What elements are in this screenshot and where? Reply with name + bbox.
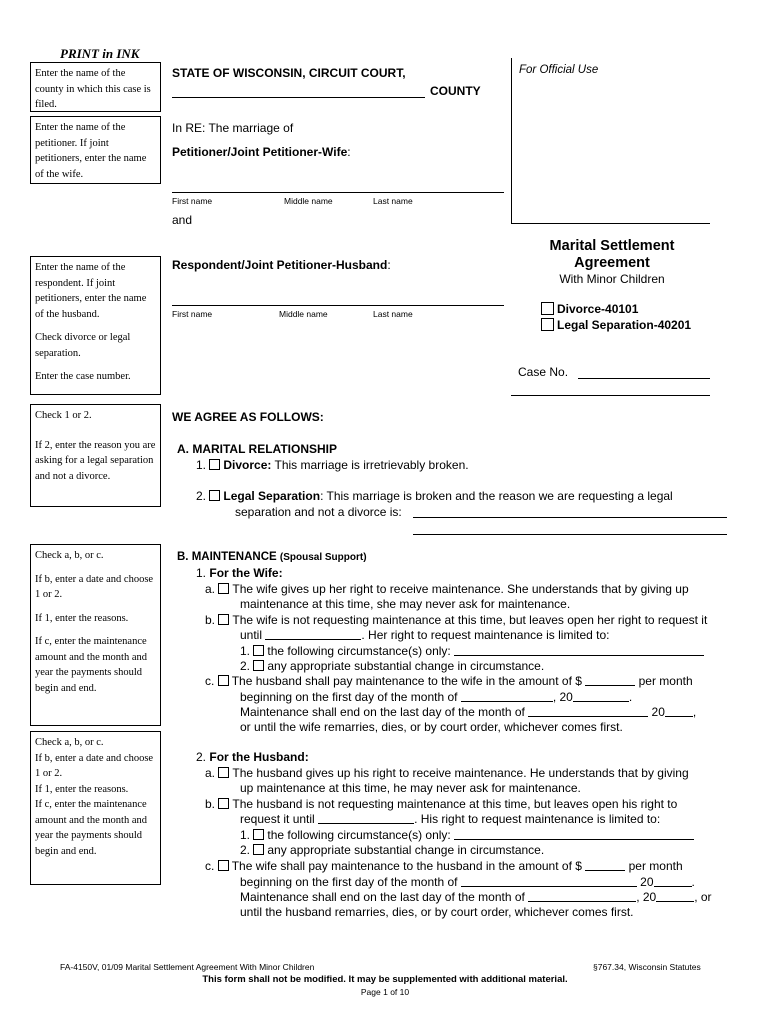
option-divorce: Divorce-40101 [541,302,638,316]
footer-page-number: Page 1 of 10 [360,987,410,997]
respondent-first-name-label: First name [172,309,213,319]
footer-statute: §767.34, Wisconsin Statutes [593,962,701,972]
husband-option-a-checkbox[interactable] [218,767,229,778]
wife-b-substantial-change: 2. any appropriate substantial change in circumstance. [240,659,545,673]
section-b-title: B. MAINTENANCE (Spousal Support) [177,551,367,563]
wife-option-c: c. The husband shall pay maintenance to the wife in the amount of $ per month [205,674,693,688]
husband-maintenance-end: Maintenance shall end on the last day of the month of , 20 , or [240,890,712,904]
petitioner-name-field[interactable] [172,192,504,193]
petitioner-middle-name-label: Middle name [284,196,333,206]
section-a-title: A. MARITAL RELATIONSHIP [177,442,337,456]
we-agree-heading: WE AGREE AS FOLLOWS: [172,410,324,424]
separation-reason-field-2[interactable] [413,534,727,535]
husband-option-b-checkbox[interactable] [218,798,229,809]
county-name-field[interactable] [172,97,425,98]
husband-b-circumstances: 1. the following circumstance(s) only: [240,828,694,843]
wife-option-b-checkbox[interactable] [218,614,229,625]
wife-begin-year-field[interactable] [573,691,629,702]
husband-circumstances-field[interactable] [454,829,694,840]
in-re-caption: In RE: The marriage of [172,121,294,135]
county-label: COUNTY [430,84,481,98]
husband-b1-checkbox[interactable] [253,829,264,840]
wife-b-circumstances: 1. the following circumstance(s) only: [240,644,704,659]
wife-b2-checkbox[interactable] [253,660,264,671]
wife-until-date-field[interactable] [265,629,361,640]
petitioner-last-name-label: Last name [373,196,413,206]
section-a-item-2: 2. Legal Separation: This marriage is broken and the reason we are requesting a legal [196,489,673,503]
husband-option-b-line2: request it until . His right to request maintenance is limited to: [240,812,661,826]
petitioner-first-name-label: First name [172,196,213,206]
husband-option-a: a. The husband gives up his right to receive maintenance. He understands that by giving [205,766,689,780]
instruction-petitioner: Enter the name of the petitioner. If joint petitioners, enter the name of the wife. [30,116,161,184]
husband-b2-checkbox[interactable] [253,844,264,855]
wife-maintenance-end-condition: or until the wife remarries, dies, or by court order, whichever comes first. [240,720,623,734]
form-subtitle: With Minor Children [559,272,665,286]
wife-option-a: a. The wife gives up her right to receive maintenance. She understands that by giving up [205,582,689,596]
instruction-section-a: Check 1 or 2. If 2, enter the reason you are asking for a legal separation and not a divorce. [30,404,161,507]
form-title: Marital Settlement Agreement [549,238,675,271]
wife-heading: 1. For the Wife: [196,566,283,580]
legal-separation-reason-checkbox[interactable] [209,490,220,501]
husband-option-a-line2: up maintenance at this time, he may never ask for maintenance. [240,781,581,795]
husband-option-c: c. The wife shall pay maintenance to the husband in the amount of $ per month [205,859,683,873]
court-line: STATE OF WISCONSIN, CIRCUIT COURT, [172,66,406,80]
wife-b1-checkbox[interactable] [253,645,264,656]
divorce-checkbox[interactable] [541,302,554,315]
wife-maintenance-begin: beginning on the first day of the month of , 20 . [240,690,633,704]
husband-end-month-field[interactable] [528,891,636,902]
husband-end-year-field[interactable] [656,891,694,902]
wife-maintenance-amount-field[interactable] [585,675,635,686]
respondent-last-name-label: Last name [373,309,413,319]
official-use-label: For Official Use [519,64,599,76]
official-use-bottom-rule [511,223,710,224]
legal-separation-checkbox[interactable] [541,318,554,331]
husband-option-b: b. The husband is not requesting maintenance at this time, but leaves open his right to [205,797,678,811]
respondent-label: Respondent/Joint Petitioner-Husband: [172,258,391,272]
petitioner-label: Petitioner/Joint Petitioner-Wife: [172,145,351,159]
option-legal-separation: Legal Separation-40201 [541,318,691,332]
husband-option-c-checkbox[interactable] [218,860,229,871]
husband-heading: 2. For the Husband: [196,750,309,764]
wife-circumstances-field[interactable] [454,645,704,656]
divorce-reason-checkbox[interactable] [209,459,220,470]
instruction-case-number: Enter the case number. [35,371,131,382]
official-use-border [511,58,512,224]
instruction-husband-maintenance: Check a, b, or c. If b, enter a date and choose 1 or 2. If 1, enter the reasons. If c, enter the maintenance amount and the month and year the payments should begin and end. [30,731,161,885]
section-a-item-1: 1. Divorce: This marriage is irretrievably broken. [196,458,469,472]
case-no-bottom-rule [511,395,710,396]
footer-form-id: FA-4150V, 01/09 Marital Settlement Agreement With Minor Children [60,962,315,972]
instruction-county: Enter the name of the county in which this case is filed. [30,62,161,112]
husband-maintenance-amount-field[interactable] [585,860,625,871]
case-no-label: Case No. [518,365,569,379]
husband-b-substantial-change: 2. any appropriate substantial change in circumstance. [240,843,545,857]
wife-end-year-field[interactable] [665,706,693,717]
instruction-wife-maintenance: Check a, b, or c. If b, enter a date and choose 1 or 2. If 1, enter the reasons. If c, enter the maintenance amount and the month and year the payments should begin and end. [30,544,161,726]
wife-begin-month-field[interactable] [461,691,553,702]
footer-notice: This form shall not be modified. It may be supplemented with additional material. [202,974,568,985]
wife-option-a-line2: maintenance at this time, she may never ask for maintenance. [240,597,571,611]
wife-option-a-checkbox[interactable] [218,583,229,594]
wife-maintenance-end: Maintenance shall end on the last day of the month of 20 , [240,705,697,719]
wife-option-c-checkbox[interactable] [218,675,229,686]
and-connector: and [172,213,193,227]
print-in-ink-note: PRINT in INK [60,46,140,61]
instruction-divorce-or-separation: Check divorce or legal separation. [35,332,131,359]
wife-end-month-field[interactable] [528,706,648,717]
instruction-respondent-group [30,256,161,395]
husband-begin-month-field[interactable] [461,876,637,887]
wife-option-b: b. The wife is not requesting maintenance at this time, but leaves open her right to request it [205,613,708,627]
husband-maintenance-end-condition: until the husband remarries, dies, or by court order, whichever comes first. [240,905,634,919]
husband-until-date-field[interactable] [318,813,414,824]
husband-maintenance-begin: beginning on the first day of the month of 20 . [240,875,695,889]
husband-begin-year-field[interactable] [654,876,692,887]
respondent-middle-name-label: Middle name [279,309,328,319]
respondent-name-field[interactable] [172,305,504,306]
instruction-respondent: Enter the name of the respondent. If joint petitioners, enter the name of the husband. [35,262,147,320]
wife-option-b-line2: until . Her right to request maintenance is limited to: [240,628,610,642]
separation-reason-field[interactable] [413,517,727,518]
section-a-item-2-line2: separation and not a divorce is: [235,505,402,519]
case-no-field[interactable] [578,378,710,379]
